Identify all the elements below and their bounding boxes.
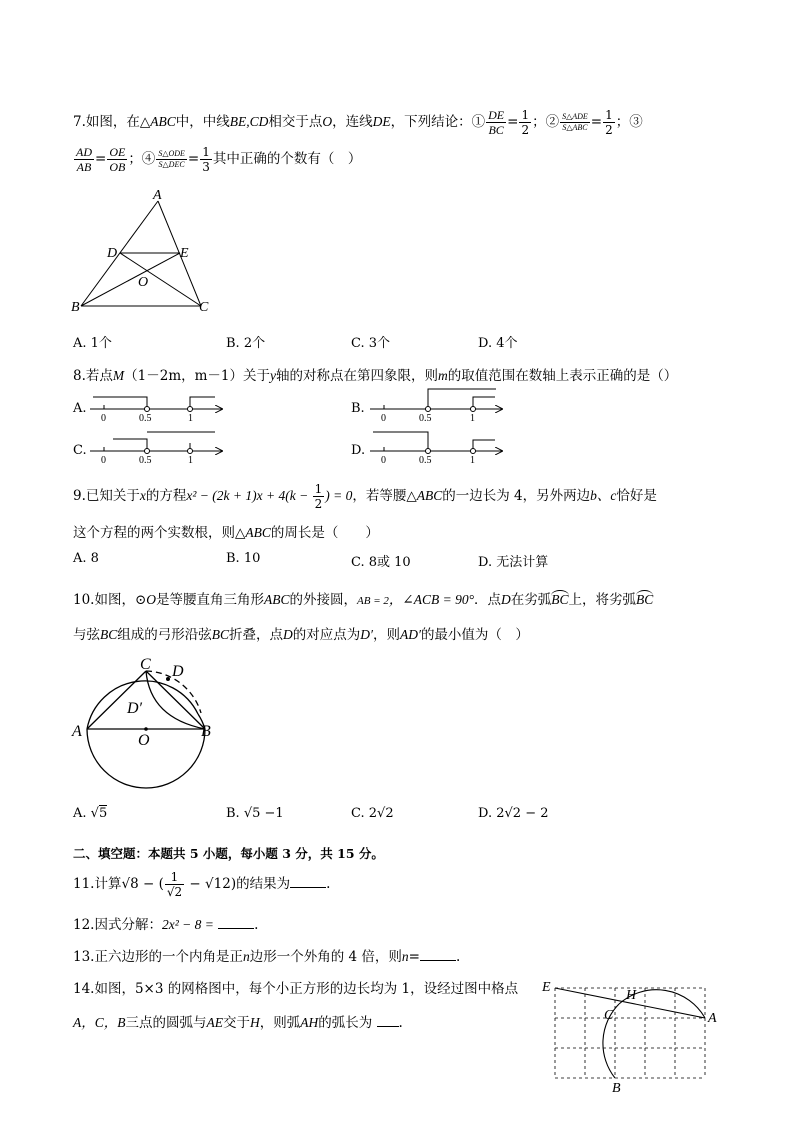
q7-option-a: A. 1个: [73, 336, 112, 351]
q9-equation-b: ) = 0: [325, 488, 353, 503]
q10-label-a: A: [72, 723, 82, 740]
q10-option-d: D. 2√2 − 2: [478, 806, 549, 821]
q7-label-b: B: [71, 300, 80, 315]
q10-text-a: 10.如图，⊙: [73, 592, 147, 608]
q10-d-2: D: [283, 627, 293, 642]
q10-angle: ，∠ACB = 90°: [388, 592, 474, 607]
q11-period: .: [326, 876, 331, 892]
q7-option-b: B. 2个: [226, 336, 266, 351]
q8-c-tick-05: 0.5: [139, 455, 152, 466]
q14-blank[interactable]: [377, 1014, 399, 1027]
q7-label-c: C: [199, 300, 209, 315]
q8-text-b: 关于: [243, 368, 271, 384]
q14-ah: AH: [300, 1015, 319, 1030]
q13-blank[interactable]: [420, 948, 456, 961]
q9-eq-frac: $\frac{1}{2}$: [314, 482, 323, 511]
q7-label-a: A: [153, 188, 162, 203]
q7-triangle: ABC: [150, 114, 176, 129]
q10-text-f: 上，将劣弧: [568, 592, 636, 608]
q8-d-tick-05: 0.5: [419, 455, 432, 466]
q9-line1: [73, 482, 657, 511]
q10-text-k: ，则: [372, 627, 400, 643]
q9-abc-2: ABC: [245, 525, 271, 540]
q7-text-2: 中，中线: [175, 114, 230, 130]
q8-line: [73, 364, 677, 384]
q8-line-b: [370, 389, 502, 412]
q10-arc-bc: BC: [551, 592, 569, 607]
q7-c3-label: ；③: [615, 114, 643, 130]
q14-label-e: E: [542, 980, 551, 995]
q10-adp: AD′: [399, 627, 421, 642]
q8-c-tick-0: 0: [101, 455, 106, 466]
q11-frac: $\frac{1}{√2}$: [166, 870, 183, 899]
q10-text-e: 在劣弧: [510, 592, 552, 608]
q8-y: y: [270, 368, 277, 383]
q7-option-d: D. 4个: [478, 336, 518, 351]
q14-text-b: 三点的圆弧与: [125, 1015, 207, 1031]
q11-line: 11.计算√8 − ( $\frac{1}{√2}$ − √12)的结果为 .: [73, 870, 331, 899]
q14-line2: [73, 1011, 403, 1031]
q7-text-3: 相交于点: [268, 114, 323, 130]
q7-c4-rhs: $\frac{1}{3}$: [202, 145, 210, 174]
q7-line2: $\frac{AD}{AB}$ = $\frac{OE}{OB}$ ；④ $\frac{\text{S△ODE}}{\text{S△DEC}}$ = $\frac{1}{3}$ 其中正确的个数有（ ）: [76, 145, 362, 174]
q8-line-c: [90, 432, 222, 454]
q7-tail: 其中正确的个数有（ ）: [212, 151, 362, 167]
q9-text-d: 的一边长为 4，另外两边: [442, 488, 591, 504]
q8-option-c: C.: [73, 443, 87, 458]
q9-text-c: ，若等腰△: [352, 488, 417, 504]
q7-c4-label: ；④: [128, 151, 156, 167]
q10-option-c: C. 2√2: [351, 806, 394, 821]
q10-text-l: 的最小值为（ ）: [420, 627, 529, 643]
q8-b-tick-0: 0: [381, 413, 386, 424]
q7-c2-frac: $\frac{\text{S△ADE}}{\text{S△ABC}}$: [562, 112, 588, 132]
q14-ae: AE: [206, 1015, 223, 1030]
q10-text-j: 的对应点为: [292, 627, 361, 643]
q9-text-a: 9.已知关于: [73, 488, 140, 504]
q9-text-f: 这个方程的两个实数根，则△: [73, 525, 246, 541]
q8-b-tick-05: 0.5: [419, 413, 432, 424]
q10-text-d: ．点: [473, 592, 501, 608]
q9-option-b: B. 10: [226, 551, 261, 566]
q14-label-h: H: [626, 988, 637, 1003]
q7-text-4: ，连线: [332, 114, 373, 130]
q8-a-tick-1: 1: [188, 413, 193, 424]
q10-label-d: D: [172, 663, 184, 680]
q10-abc: ABC: [264, 592, 290, 607]
q13-n: n: [242, 949, 250, 964]
q10-label-o: O: [138, 732, 150, 749]
q14-text-e: 的弧长为: [318, 1015, 373, 1031]
q8-d-tick-0: 0: [381, 455, 386, 466]
q10-text-g: 与弦: [73, 627, 100, 643]
q9-equation-a: x² − (2k + 1)x + 4(k −: [186, 488, 312, 503]
q11-text-c: −: [185, 876, 206, 892]
q7-point-o: O: [322, 114, 333, 129]
q11-text-b: 8 − (: [130, 876, 164, 892]
q7-text: 7.如图，在△: [73, 114, 151, 130]
q14-text-d: ，则弧: [259, 1015, 301, 1031]
q8-text-d: 的取值范围在数轴上表示正确的是（）: [447, 368, 678, 384]
q8-text-a: 8.若点: [73, 368, 113, 384]
q7-c1-rhs: $\frac{1}{2}$: [521, 108, 530, 137]
q8-coord: （1－2m，m－1）: [124, 368, 244, 384]
q10-d: D: [500, 592, 511, 607]
q13-text-a: 13.正六边形的一个内角是正: [73, 949, 243, 965]
q12-blank[interactable]: [218, 916, 254, 929]
q14-line1: 14.如图，5×3 的网格图中，每个小正方形的边长均为 1，设经过图中格点: [73, 981, 519, 997]
q10-text-b: 是等腰直角三角形: [156, 592, 265, 608]
q14-h: H: [250, 1015, 260, 1030]
q9-option-a: A. 8: [73, 551, 99, 566]
q10-option-b: B. √5 −1: [226, 806, 284, 821]
q8-m: m: [438, 368, 448, 383]
q11-text-d: 12: [213, 876, 231, 892]
q9-option-d: D. 无法计算: [478, 555, 549, 570]
q7-c3-lhs: $\frac{AD}{AB}$: [76, 145, 92, 174]
q10-dp: D′: [360, 627, 373, 642]
q9-line2: [73, 521, 379, 541]
q7-text-5: ，下列结论：①: [390, 114, 486, 130]
q7-label-o: O: [138, 275, 149, 290]
q13-period: .: [455, 949, 461, 965]
q7-option-c: C. 3个: [351, 336, 391, 351]
q14-points: A，C，B: [73, 1015, 126, 1030]
q8-option-b: B.: [351, 401, 365, 416]
q10-text-h: 组成的弓形沿弦: [117, 627, 212, 643]
q10-line1: [73, 588, 653, 608]
q14-text-c: 交于: [223, 1015, 250, 1031]
q10-label-b: B: [201, 723, 211, 740]
q10-text-c: 的外接圆，: [289, 592, 358, 608]
q8-option-d: D.: [351, 443, 366, 458]
q9-text-b: 的方程: [145, 488, 187, 504]
q7-line1: 7.如图，在△ABC中，中线BE,CD相交于点O，连线DE，下列结论：① $\frac{DE}{BC}$ = $\frac{1}{2}$ ；② $\frac{\text{S△ADE}}{\text{S△ABC}}$ = $\frac{1}{2}$ ；③: [73, 108, 643, 137]
q14-label-c: C: [604, 1008, 614, 1023]
q9-abc: ABC: [416, 488, 443, 503]
section-2-title: 二、填空题：本题共 5 小题，每小题 3 分，共 15 分。: [73, 846, 384, 861]
q7-c3-rhs: $\frac{OE}{OB}$: [109, 145, 126, 174]
q8-a-tick-05: 0.5: [139, 413, 152, 424]
q8-c-tick-1: 1: [188, 455, 193, 466]
q12-period: .: [254, 917, 259, 933]
q10-chord-2: BC: [211, 627, 230, 642]
q13-text-c: =: [408, 949, 420, 965]
q13-line: [73, 945, 460, 965]
q11-blank[interactable]: [290, 875, 326, 888]
q9-text-e: 恰好是: [616, 488, 657, 504]
q8-d-tick-1: 1: [470, 455, 475, 466]
q10-line2: [73, 623, 529, 643]
q9-option-c: C. 8或 10: [351, 555, 411, 570]
q7-c1-frac: $\frac{DE}{BC}$: [488, 108, 505, 137]
q8-text-c: 轴的对称点在第四象限，则: [276, 368, 439, 384]
q9-text-g: 的周长是（ ）: [270, 525, 379, 541]
q7-medians: BE,CD: [229, 114, 269, 129]
q10-chord: BC: [100, 627, 118, 642]
q10-text-i: 折叠，点: [229, 627, 284, 643]
q7-label-e: E: [180, 246, 189, 261]
q9-bc: b、c: [590, 488, 617, 503]
q12-line: [73, 913, 258, 933]
q10-o: O: [146, 592, 157, 607]
q7-label-d: D: [107, 246, 118, 261]
q13-n-2: n: [401, 949, 409, 964]
q13-text-b: 边形一个外角的 4 倍，则: [249, 949, 402, 965]
q11-text-a: 11.计算: [73, 876, 122, 892]
q10-label-c: C: [140, 656, 151, 673]
q8-a-tick-0: 0: [101, 413, 106, 424]
q7-c4-frac: $\frac{\text{S△ODE}}{\text{S△DEC}}$: [158, 149, 185, 169]
q7-c2-label: ；②: [532, 114, 560, 130]
q10-label-dp: D′: [127, 700, 143, 717]
q11-text-e: )的结果为: [230, 876, 291, 892]
q8-b-tick-1: 1: [470, 413, 475, 424]
q10-ab: AB = 2: [357, 595, 389, 607]
q14-label-b: B: [612, 1081, 621, 1096]
q12-expr: 2x² − 8 =: [161, 917, 214, 932]
q14-period: .: [398, 1015, 403, 1031]
q10-option-a: A. √5: [73, 806, 108, 821]
q10-arc-bc-2: BC: [636, 592, 654, 607]
q8-line-d: [370, 432, 502, 454]
q12-text-a: 12.因式分解：: [73, 917, 162, 933]
q14-label-a: A: [708, 1011, 717, 1026]
q7-c2-rhs: $\frac{1}{2}$: [605, 108, 613, 137]
q8-option-a: A.: [73, 401, 87, 416]
q8-point-m: M: [112, 368, 125, 383]
q7-seg: DE: [372, 114, 391, 129]
q9-x: x: [139, 488, 146, 503]
q8-line-a: [90, 397, 222, 412]
